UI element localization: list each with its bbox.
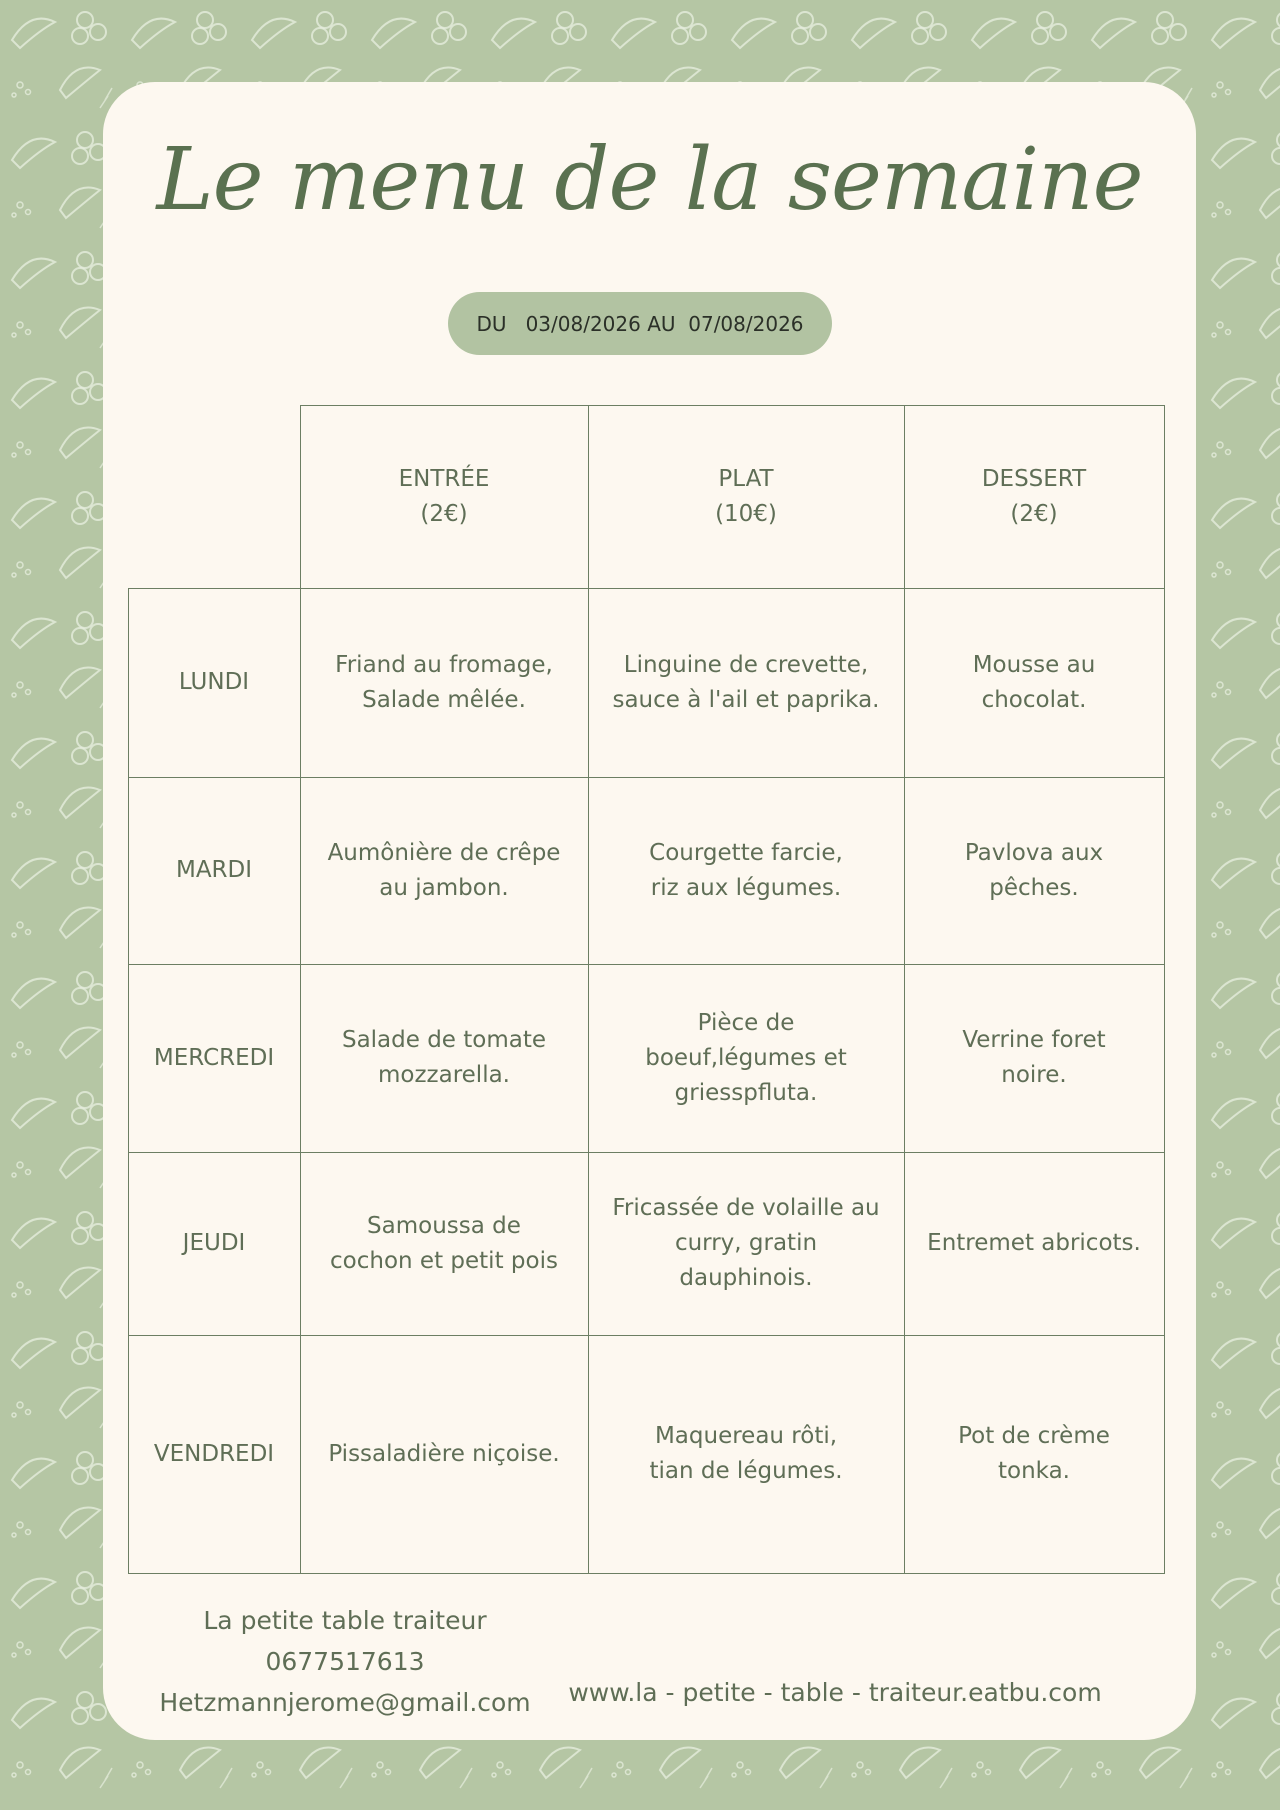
- contact-block: [130, 1600, 560, 1723]
- column-label: PLAT: [718, 465, 774, 492]
- business-name: La petite table traiteur: [203, 1606, 487, 1635]
- menu-cell-entree: Salade de tomate mozzarella.: [341, 1027, 547, 1088]
- menu-cell-plat: Courgette farcie, riz aux légumes.: [649, 839, 843, 901]
- column-price: (10€): [715, 500, 777, 527]
- menu-cell-entree: Samoussa de cochon et petit pois: [330, 1212, 558, 1274]
- menu-cell-plat: Fricassée de volaille au curry, gratin dauphinois.: [612, 1195, 880, 1291]
- website-link: www.la - petite - table - traiteur.eatbu.com: [568, 1678, 1102, 1707]
- column-price: (2€): [1010, 500, 1058, 527]
- table-column-divider: [1164, 405, 1165, 1574]
- column-label: DESSERT: [981, 465, 1087, 492]
- menu-cell-plat: Linguine de crevette, sauce à l'ail et paprika.: [612, 651, 880, 713]
- menu-cell-entree: Pissaladière niçoise.: [328, 1440, 560, 1467]
- menu-cell-dessert: Verrine foret noire.: [962, 1027, 1106, 1088]
- day-label: VENDREDI: [153, 1440, 275, 1467]
- day-label: MERCREDI: [153, 1044, 275, 1071]
- column-header-entree: [300, 405, 588, 588]
- column-header-dessert: [904, 405, 1164, 588]
- menu-cell-entree: Friand au fromage, Salade mêlée.: [335, 651, 553, 713]
- menu-cell-entree: Aumônière de crêpe au jambon.: [327, 839, 561, 901]
- phone-number: 0677517613: [265, 1647, 425, 1676]
- column-price: (2€): [420, 500, 468, 527]
- menu-cell-plat: Maquereau rôti, tian de légumes.: [649, 1423, 843, 1484]
- column-label: ENTRÉE: [398, 465, 490, 492]
- email-address: Hetzmannjerome@gmail.com: [159, 1688, 531, 1717]
- page-title: Le menu de la semaine: [156, 130, 1143, 230]
- day-label: LUNDI: [178, 669, 250, 695]
- table-row-divider: [128, 1573, 1165, 1574]
- date-range-badge: DU 03/08/2026 AU 07/08/2026: [448, 292, 832, 355]
- day-label: JEUDI: [182, 1230, 246, 1256]
- day-label: MARDI: [175, 857, 253, 883]
- menu-cell-dessert: Mousse au chocolat.: [972, 651, 1096, 713]
- menu-cell-dessert: Pot de crème tonka.: [958, 1423, 1110, 1484]
- menu-cell-dessert: Pavlova aux pêches.: [964, 839, 1104, 901]
- column-header-plat: [588, 405, 904, 588]
- menu-cell-plat: Pièce de boeuf,légumes et griesspfluta.: [645, 1009, 847, 1106]
- menu-cell-dessert: Entremet abricots.: [927, 1230, 1141, 1256]
